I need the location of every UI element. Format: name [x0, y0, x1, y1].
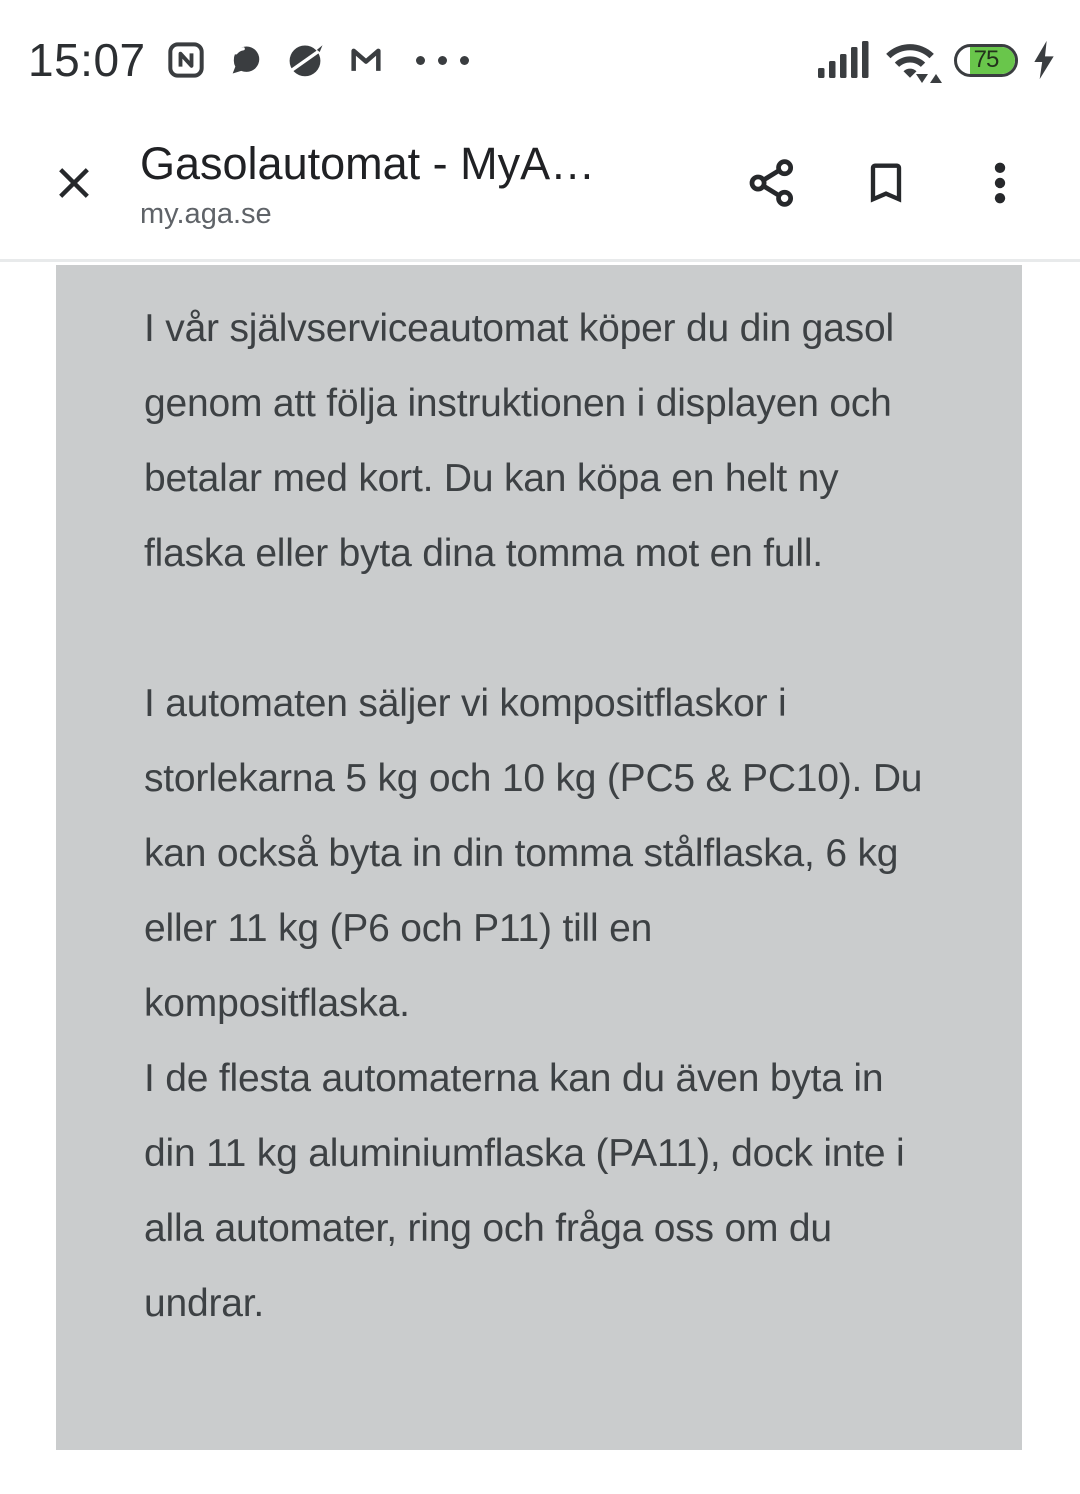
network-traffic-arrows-icon [916, 74, 942, 83]
clock: 15:07 [28, 34, 146, 86]
battery-indicator [954, 44, 1018, 77]
paragraph: I automaten säljer vi kompositflaskor i storlekarna 5 kg och 10 kg (PC5 & PC10). Du kan också byta in din tomma stålflaska, 6 kg eller 11 kg (P6 och P11) till en kompositflaska. [144, 682, 923, 1025]
close-icon [49, 158, 99, 211]
overflow-menu-button[interactable] [972, 157, 1028, 213]
page-title-block [140, 138, 744, 231]
close-button[interactable] [46, 157, 102, 213]
battery-percent: 75 [973, 46, 999, 73]
more-notifications-icon [416, 56, 469, 65]
article-text [56, 265, 1022, 1450]
toolbar-actions [744, 157, 1080, 213]
page-url: my.aga.se [140, 198, 272, 230]
signal-strength-icon [818, 41, 870, 79]
status-bar-right [818, 38, 1056, 82]
gmail-m-icon [346, 40, 386, 80]
share-icon [745, 156, 799, 213]
nfc-icon [166, 40, 206, 80]
planet-icon [284, 39, 326, 81]
bookmark-button[interactable] [858, 157, 914, 213]
status-bar-left [28, 33, 469, 87]
overflow-menu-icon [974, 157, 1026, 212]
bookmark-icon [860, 157, 912, 212]
chat-bubble-icon [226, 41, 264, 79]
paragraph: I vår självserviceautomat köper du din gasol genom att följa instruktionen i displayen och betalar med kort. Du kan köpa en helt ny flaska eller byta dina tomma mot en full. [144, 307, 894, 575]
share-button[interactable] [744, 157, 800, 213]
page-title: Gasolautomat - MyA… [140, 138, 596, 189]
browser-toolbar [0, 110, 1080, 262]
status-bar [0, 0, 1080, 110]
paragraph: I de flesta automaterna kan du även byta in din 11 kg aluminiumflaska (PA11), dock inte i alla automater, ring och fråga oss om du undrar. [144, 1057, 905, 1325]
wifi-icon [884, 38, 936, 82]
charging-bolt-icon [1032, 40, 1056, 80]
